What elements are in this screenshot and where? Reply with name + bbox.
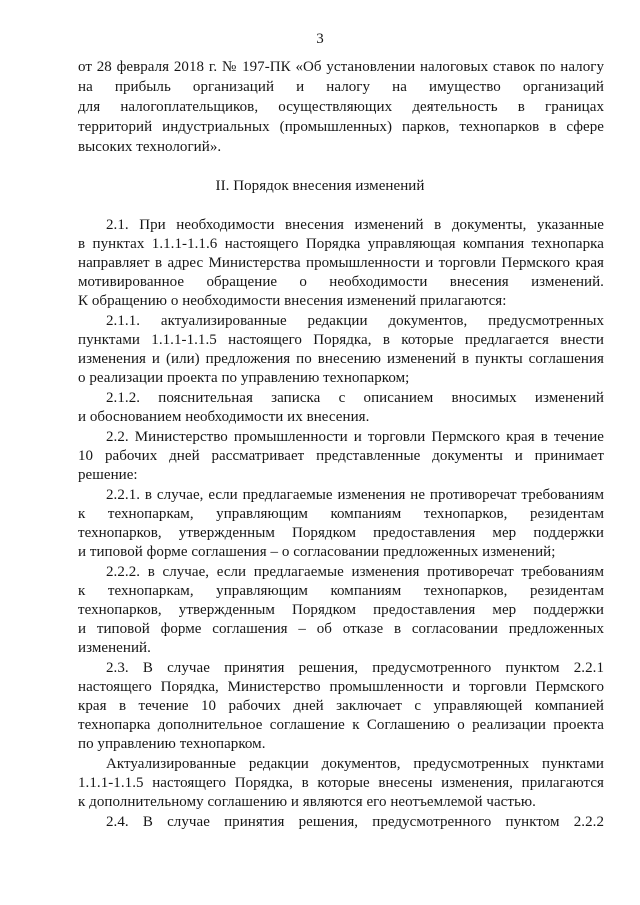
text-line: и типовой форме соглашения – об отказе в согласовании предложенных	[78, 621, 604, 637]
text-line: края в течение 10 рабочих дней заключает с управляющей компанией	[78, 698, 604, 714]
text-line: к технопаркам, управляющим компаниям технопарков, резидентам	[78, 583, 604, 599]
text-line: 2.4. В случае принятия решения, предусмотренного пунктом 2.2.2	[106, 814, 604, 830]
text-line: к технопаркам, управляющим компаниям технопарков, резидентам	[78, 506, 604, 522]
text-line: технопарков, утвержденным Порядком предоставления мер поддержки	[78, 525, 604, 541]
text-line: 2.1.2. пояснительная записка с описанием вносимых изменений	[106, 390, 604, 406]
text-line: от 28 февраля 2018 г. № 197-ПК «Об установлении налоговых ставок по налогу	[78, 59, 604, 75]
text-line: изменений.	[78, 640, 151, 656]
text-line: технопарков, утвержденным Порядком предоставления мер поддержки	[78, 602, 604, 618]
text-line: 2.3. В случае принятия решения, предусмотренного пунктом 2.2.1	[106, 660, 604, 676]
text-line: 2.2. Министерство промышленности и торговли Пермского края в течение	[106, 429, 604, 445]
text-line: по управлению технопарком.	[78, 736, 266, 752]
text-line: решение:	[78, 467, 138, 483]
text-line: пунктами 1.1.1-1.1.5 настоящего Порядка, в которые предлагается внести	[78, 332, 604, 348]
text-line: 2.2.1. в случае, если предлагаемые изменения не противоречат требованиям	[106, 487, 604, 503]
page-number: 3	[316, 31, 324, 47]
text-line: мотивированное обращение о необходимости внесения изменений.	[78, 274, 604, 290]
text-line: о реализации проекта по управлению технопарком;	[78, 370, 410, 386]
text-line: к дополнительному соглашению и являются его неотъемлемой частью.	[78, 794, 536, 810]
text-line: изменения и (или) предложения по внесению изменений в пункты соглашения	[78, 351, 604, 367]
text-line: 10 рабочих дней рассматривает представленные документы и принимает	[78, 448, 604, 464]
text-line: 2.2.2. в случае, если предлагаемые изменения противоречат требованиям	[106, 564, 604, 580]
text-line: настоящего Порядка, Министерство промышленности и торговли Пермского	[78, 679, 604, 695]
text-line: территорий индустриальных (промышленных) парков, технопарков в сфере	[78, 119, 604, 135]
text-line: и обоснованием необходимости их внесения.	[78, 409, 370, 425]
text-line: К обращению о необходимости внесения изменений прилагаются:	[78, 293, 507, 309]
text-line: 2.1. При необходимости внесения изменений в документы, указанные	[106, 217, 604, 233]
text-line: для налогоплательщиков, осуществляющих деятельность в границах	[78, 99, 604, 115]
section-title: II. Порядок внесения изменений	[215, 178, 425, 194]
text-line: высоких технологий».	[78, 139, 222, 155]
text-line: 1.1.1-1.1.5 настоящего Порядка, в которые внесены изменения, прилагаются	[78, 775, 604, 791]
text-line: в пунктах 1.1.1-1.1.6 настоящего Порядка управляющая компания технопарка	[78, 236, 604, 252]
text-line: 2.1.1. актуализированные редакции документов, предусмотренных	[106, 313, 604, 329]
text-line: технопарка дополнительное соглашение к Соглашению о реализации проекта	[78, 717, 604, 733]
text-line: Актуализированные редакции документов, предусмотренных пунктами	[106, 756, 604, 772]
text-line: на прибыль организаций и налогу на имущество организаций	[78, 79, 604, 95]
text-line: направляет в адрес Министерства промышленности и торговли Пермского края	[78, 255, 604, 271]
text-line: и типовой форме соглашения – о согласовании предложенных изменений;	[78, 544, 556, 560]
